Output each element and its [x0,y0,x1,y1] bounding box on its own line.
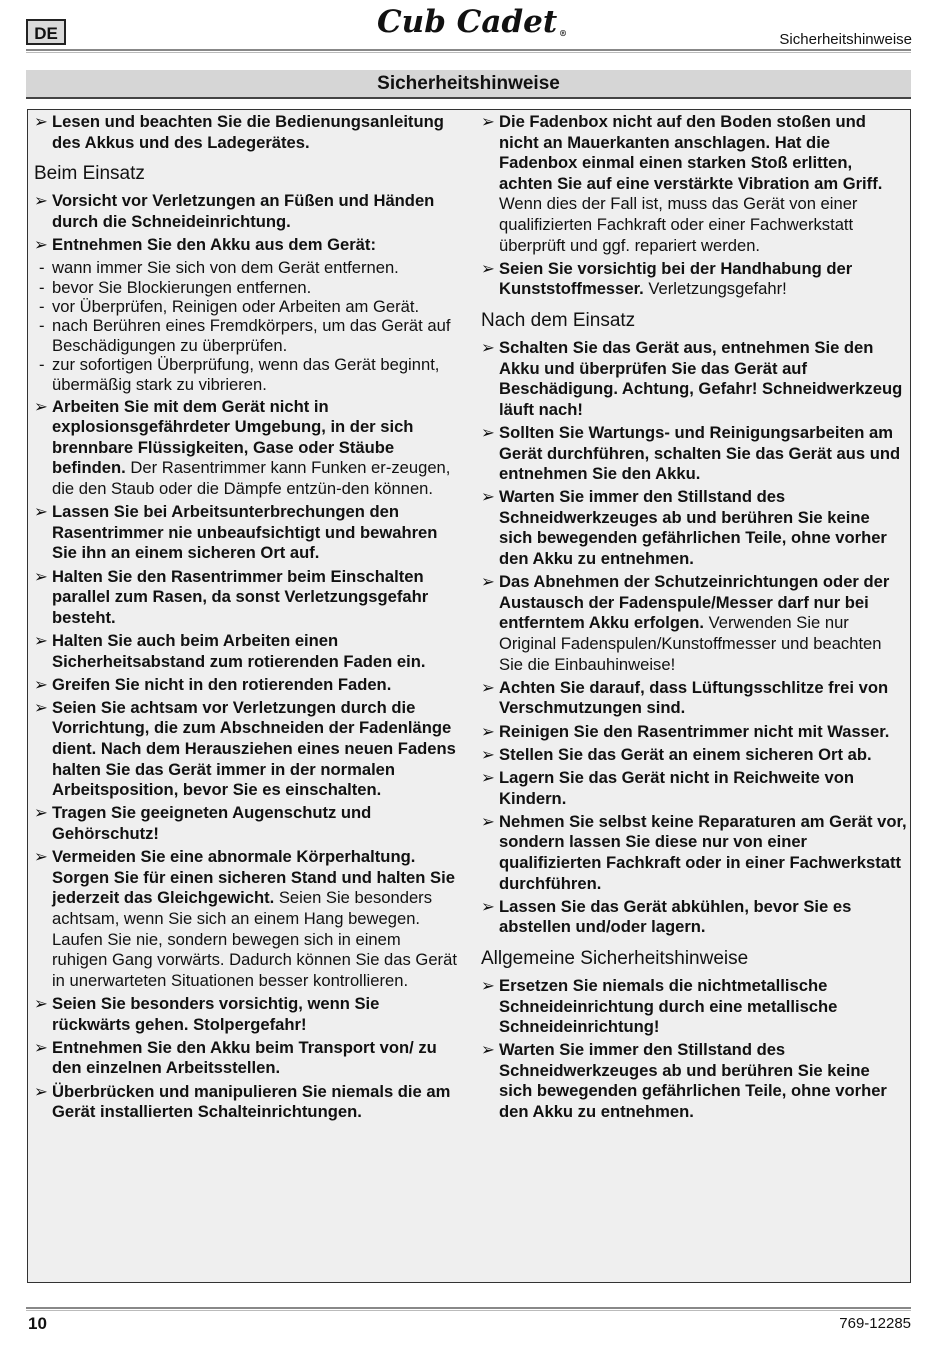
cub-cadet-logo [375,2,575,46]
arrow-bullet-icon: ➢ [481,487,495,507]
instruction-bold-text: Lagern Sie das Gerät nicht in Reichweite von Kindern. [499,767,855,808]
dash-list-item [34,278,459,297]
safety-content-box [27,109,911,1283]
arrow-bullet-icon: ➢ [481,337,495,357]
instruction-bold-text: Tragen Sie geeigneten Augenschutz und Gehörschutz! [52,803,372,844]
safety-instruction [481,768,907,809]
page-number: 10 [28,1314,47,1333]
safety-instruction [34,112,459,153]
header-rule-thin [26,52,911,53]
arrow-bullet-icon: ➢ [481,258,495,278]
document-number: 769-12285 [839,1315,911,1332]
section-title: Sicherheitshinweise [26,70,911,99]
safety-instruction [481,1040,907,1122]
safety-instruction [34,567,459,629]
safety-instruction [34,1082,459,1123]
dash-list-item [34,355,459,394]
arrow-bullet-icon: ➢ [481,112,495,131]
instruction-bold-text: Die Fadenbox nicht auf den Boden stoßen und nicht an Mauerkanten anschlagen. Hat die Fadenbox einmal einen starken Stoß erlitten, achten Sie auf eine verstärkte Vibration am Griff. [499,112,883,193]
dash-list-item [34,297,459,316]
safety-instruction [481,745,907,766]
dash-item-text: zur sofortigen Überprüfung, wenn das Gerät beginnt, übermäßig stark zu vibrieren. [52,355,440,394]
dash-bullet-icon: - [39,277,45,297]
arrow-bullet-icon: ➢ [481,721,495,741]
footer-rule-thin [26,1310,911,1311]
dash-item-text: nach Berühren eines Fremdkörpers, um das Gerät auf Beschädigungen zu überprüfen. [52,316,451,355]
instruction-bold-text: Das Abnehmen der Schutzeinrichtungen oder der Austausch der Fadenspule/Messer darf nur bei entferntem Akku erfolgen. [499,572,890,633]
dash-list-item [34,316,459,355]
safety-instruction [34,191,459,232]
arrow-bullet-icon: ➢ [34,112,48,131]
safety-instruction [481,976,907,1038]
arrow-bullet-icon: ➢ [481,422,495,442]
safety-instruction [34,631,459,672]
arrow-bullet-icon: ➢ [34,191,48,211]
dash-bullet-icon: - [39,296,45,316]
arrow-bullet-icon: ➢ [481,767,495,787]
header-rule [26,49,911,51]
instruction-normal-text: Verwenden Sie nur Original Fadenspulen/Kunstoffmesser und beachten Sie die Einbauhinweise! [499,613,882,674]
arrow-bullet-icon: ➢ [34,1081,48,1101]
footer-rule [26,1307,911,1309]
subsection-heading: Nach dem Einsatz [481,309,636,331]
arrow-bullet-icon: ➢ [34,993,48,1013]
dash-list [34,258,459,394]
instruction-bold-text: Warten Sie immer den Stillstand des Schneidwerkzeuges ab und berühren Sie keine sich bewegenden gefährlichen Teile, ohne vorher den Akku zu entnehmen. [499,1040,887,1122]
dash-item-text: vor Überprüfen, Reinigen oder Arbeiten am Gerät. [52,296,420,316]
instruction-bold-text: Reinigen Sie den Rasentrimmer nicht mit Wasser. [499,721,890,741]
instruction-normal-text: Verletzungsgefahr! [643,279,787,299]
safety-instruction [34,803,459,844]
arrow-bullet-icon: ➢ [481,744,495,764]
safety-instruction [481,812,907,894]
dash-bullet-icon: - [39,355,45,375]
header-section-title: Sicherheitshinweise [779,31,912,48]
instruction-bold-text: Lesen und beachten Sie die Bedienungsanleitung des Akkus und des Ladegerätes. [52,112,444,152]
instruction-bold-text: Schalten Sie das Gerät aus, entnehmen Sie den Akku und überprüfen Sie das Gerät auf Beschädigung. Achtung, Gefahr! Schneidwerkzeug läuft nach! [499,337,903,419]
instruction-bold-text: Entnehmen Sie den Akku aus dem Gerät: [52,234,376,254]
instruction-bold-text: Lassen Sie bei Arbeitsunterbrechungen den Rasentrimmer nie unbeaufsichtigt und bewahren Sie ihn an einem sicheren Ort auf. [52,502,438,563]
right-column [481,112,907,1125]
instruction-normal-text: Wenn dies der Fall ist, muss das Gerät von einer qualifizierten Fachkraft oder einer Fachwerkstatt überprüft und ggf. repariert werden. [499,194,858,255]
safety-instruction [481,112,907,256]
arrow-bullet-icon: ➢ [34,396,48,416]
arrow-bullet-icon: ➢ [34,502,48,522]
safety-instruction [481,338,907,420]
dash-bullet-icon: - [39,316,45,336]
safety-instruction [34,847,459,991]
arrow-bullet-icon: ➢ [481,677,495,697]
arrow-bullet-icon: ➢ [34,674,48,694]
dash-bullet-icon: - [39,258,45,278]
safety-instruction [481,897,907,938]
subsection-heading: Allgemeine Sicherheitshinweise [481,947,749,969]
instruction-normal-text: Seien Sie besonders achtsam, wenn Sie sich an einem Hang bewegen. Laufen Sie nie, sondern bewegen sich in einem ruhigen Gang vorwärts. Dadurch können Sie das Gerät in unerwarteten Situationen besser kontrollieren. [52,888,457,990]
instruction-bold-text: Stellen Sie das Gerät an einem sicheren Ort ab. [499,744,872,764]
safety-instruction [481,259,907,300]
safety-instruction [481,678,907,719]
language-badge: DE [26,19,66,45]
arrow-bullet-icon: ➢ [481,896,495,916]
svg-text:Cub Cadet: Cub Cadet [377,4,558,40]
instruction-bold-text: Vorsicht vor Verletzungen an Füßen und Händen durch die Schneideinrichtung. [52,191,435,231]
arrow-bullet-icon: ➢ [34,1037,48,1057]
instruction-bold-text: Warten Sie immer den Stillstand des Schneidwerkzeuges ab und berühren Sie keine sich bewegenden gefährlichen Teile, ohne vorher den Akku zu entnehmen. [499,487,887,569]
safety-instruction [34,235,459,256]
instruction-bold-text: Seien Sie besonders vorsichtig, wenn Sie rückwärts gehen. Stolpergefahr! [52,993,380,1034]
subsection-heading: Beim Einsatz [34,163,145,185]
dash-item-text: wann immer Sie sich von dem Gerät entfernen. [52,258,399,278]
instruction-bold-text: Achten Sie darauf, dass Lüftungsschlitze frei von Verschmutzungen sind. [499,677,889,718]
arrow-bullet-icon: ➢ [481,572,495,592]
dash-list-item [34,258,459,277]
arrow-bullet-icon: ➢ [34,234,48,254]
instruction-bold-text: Lassen Sie das Gerät abkühlen, bevor Sie es abstellen und/oder lagern. [499,896,852,937]
arrow-bullet-icon: ➢ [34,847,48,867]
arrow-bullet-icon: ➢ [481,1040,495,1060]
instruction-bold-text: Halten Sie den Rasentrimmer beim Einschalten parallel zum Rasen, da sonst Verletzungsgefahr besteht. [52,566,429,627]
safety-instruction [34,698,459,801]
svg-text:®: ® [559,28,567,38]
arrow-bullet-icon: ➢ [481,975,495,995]
instruction-normal-text: Der Rasentrimmer kann Funken er-zeugen, die den Staub oder die Dämpfe entzün-den können. [52,458,451,498]
safety-instruction [481,423,907,485]
safety-instruction [481,722,907,743]
arrow-bullet-icon: ➢ [481,811,495,831]
left-column [34,112,459,1125]
arrow-bullet-icon: ➢ [34,566,48,586]
instruction-bold-text: Seien Sie achtsam vor Verletzungen durch die Vorrichtung, die zum Abschneiden der Fadenlänge dient. Nach dem Herausziehen eines neuen Fadens halten Sie das Gerät immer in der normalen Arbeitsposition, bevor Sie es einschalten. [52,697,456,800]
safety-instruction [34,502,459,564]
instruction-bold-text: Seien Sie vorsichtig bei der Handhabung der Kunststoffmesser. [499,258,853,299]
instruction-bold-text: Vermeiden Sie eine abnormale Körperhaltung. Sorgen Sie für einen sicheren Stand und halten Sie jederzeit das Gleichgewicht. [52,847,455,908]
safety-instruction [34,1038,459,1079]
instruction-bold-text: Entnehmen Sie den Akku beim Transport von/ zu den einzelnen Arbeitsstellen. [52,1037,437,1078]
safety-instruction [34,994,459,1035]
arrow-bullet-icon: ➢ [34,803,48,823]
instruction-bold-text: Arbeiten Sie mit dem Gerät nicht in explosionsgefährdeter Umgebung, in der sich brennbare Flüssigkeiten, Gase oder Stäube befinden. [52,396,414,478]
instruction-bold-text: Greifen Sie nicht in den rotierenden Faden. [52,674,392,694]
instruction-bold-text: Überbrücken und manipulieren Sie niemals die am Gerät installierten Schalteinrichtungen. [52,1081,451,1122]
arrow-bullet-icon: ➢ [34,697,48,717]
safety-instruction [481,487,907,569]
instruction-bold-text: Sollten Sie Wartungs- und Reinigungsarbeiten am Gerät durchführen, schalten Sie das Gerät aus und entnehmen Sie den Akku. [499,422,901,484]
safety-instruction [481,572,907,675]
instruction-bold-text: Nehmen Sie selbst keine Reparaturen am Gerät vor, sondern lassen Sie diese nur von einer qualifizierten Fachkraft oder in einer Fachwerkstatt durchführen. [499,811,907,893]
instruction-bold-text: Ersetzen Sie niemals die nichtmetallische Schneideinrichtung durch eine metallische Schneideinrichtung! [499,975,838,1037]
arrow-bullet-icon: ➢ [34,630,48,650]
dash-item-text: bevor Sie Blockierungen entfernen. [52,277,312,297]
safety-instruction [34,397,459,500]
safety-instruction [34,675,459,696]
instruction-bold-text: Halten Sie auch beim Arbeiten einen Sicherheitsabstand zum rotierenden Faden ein. [52,630,426,671]
